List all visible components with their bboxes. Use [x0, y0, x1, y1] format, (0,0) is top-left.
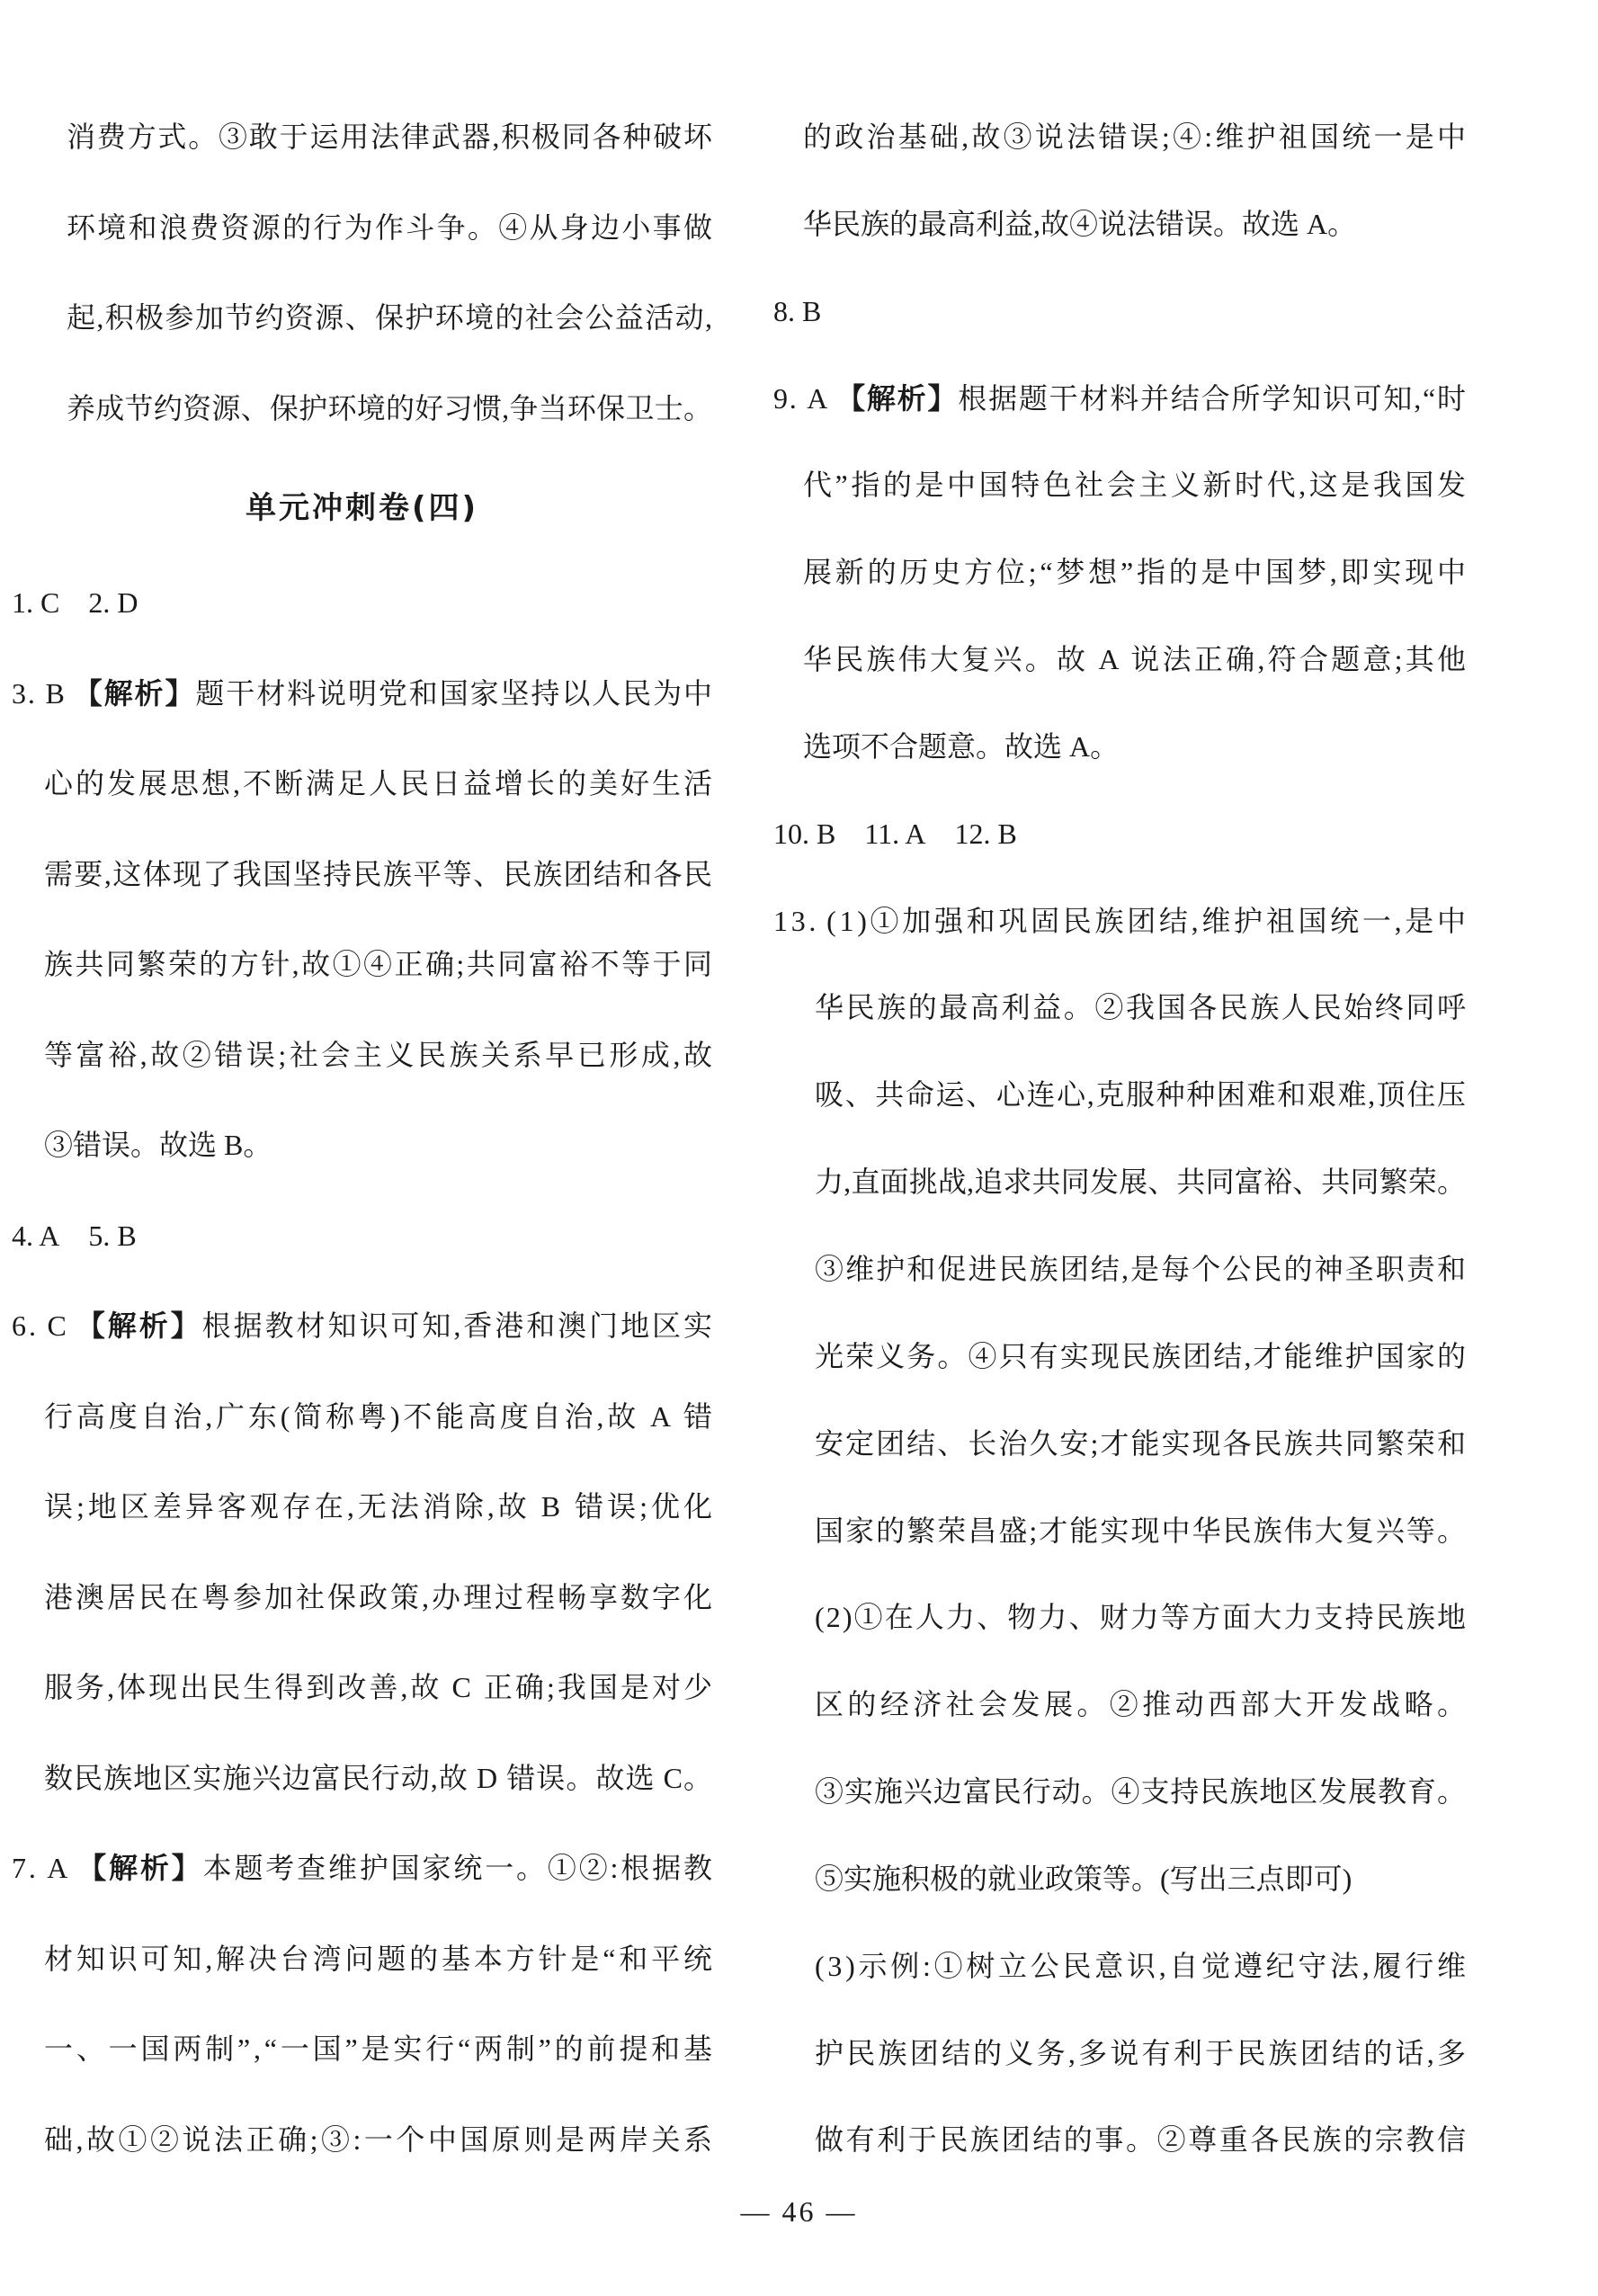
answer-part-3	[0, 1923, 1475, 2184]
answer-text-line: 吸、共命运、心连心,克服种种困难和艰难,顶住压	[815, 1078, 1468, 1112]
text-line	[773, 355, 1466, 442]
answer-text-line: 根据题干材料并结合所学知识可知,“时	[958, 381, 1468, 415]
answer-text-line: 误;地区差异客观存在,无法消除,故 B 错误;优化	[44, 1490, 716, 1523]
short-answer: 1. C	[12, 586, 60, 619]
answer-text-line: 养成节约资源、保护环境的好习惯,争当环保卫士。	[67, 391, 713, 424]
answer-text-line: 心的发展思想,不断满足人民日益增长的美好生活	[44, 767, 715, 800]
answer-text-line: ③维护和促进民族团结,是每个公民的神圣职责和	[815, 1252, 1469, 1285]
short-answer: 12. B	[954, 817, 1017, 850]
text-line	[815, 964, 1469, 1051]
text-line	[803, 616, 1469, 703]
text-line	[815, 1139, 1466, 1226]
answer-text-line: ⑤实施积极的就业政策等。(写出三点即可)	[815, 1862, 1352, 1895]
text-line	[803, 181, 1466, 268]
answer-text-line: ③错误。故选 B。	[44, 1129, 272, 1161]
answer-text-line: 护民族团结的义务,多说有利于民族团结的话,多	[815, 2036, 1469, 2069]
question-number: 9.	[773, 381, 799, 415]
short-answer: 11. A	[864, 817, 926, 850]
answer-text-line: 础,故①②说法正确;③:一个中国原则是两岸关系	[44, 2122, 716, 2156]
answer-text-line: 起,积极参加节约资源、保护环境的社会公益活动,	[67, 301, 714, 334]
answer-text-line: 的政治基础,故③说法错误;④:维护祖国统一是中	[803, 121, 1469, 153]
answer-text-line: 做有利于民族团结的事。②尊重各民族的宗教信	[815, 2123, 1469, 2157]
question-number: 3.	[12, 676, 37, 710]
answer-text-line: 展新的历史方位;“梦想”指的是中国梦,即实现中	[803, 556, 1469, 589]
answer-text-line: 一、一国两制”,“一国”是实行“两制”的前提和基	[44, 2032, 716, 2065]
short-answer: 2. D	[88, 586, 138, 619]
answer-item-13	[0, 878, 1475, 2184]
answer-text-line: 族共同繁荣的方针,故①④正确;共同富裕不等于同	[44, 948, 715, 980]
answer-head-line	[773, 355, 1468, 442]
section-title: 单元冲刺卷(四)	[245, 490, 479, 526]
answer-text-line: 根据教材知识可知,香港和澳门地区实	[201, 1309, 715, 1342]
text-line	[803, 703, 1466, 791]
question-number: 13.	[773, 904, 820, 937]
answer-text-line: 华民族伟大复兴。故 A 说法正确,符合题意;其他	[803, 643, 1469, 676]
text-line	[803, 94, 1469, 181]
answer-item-9	[0, 355, 1475, 791]
answer-text-line: 代”指的是中国特色社会主义新时代,这是我国发	[803, 469, 1469, 502]
short-answer: 4. A	[12, 1219, 60, 1252]
answer-row	[773, 268, 821, 355]
text-line	[815, 1400, 1469, 1487]
answer-text-line: 华民族的最高利益,故④说法错误。故选 A。	[803, 207, 1357, 240]
answer-text-line: (2)①在人力、物力、财力等方面大力支持民族地	[815, 1601, 1469, 1634]
answer-choice: A	[47, 1852, 71, 1884]
answer-text-line: 服务,体现出民生得到改善,故 C 正确;我国是对少	[44, 1671, 716, 1703]
answer-text-line: ③实施兴边富民行动。④支持民族地区发展教育。	[815, 1775, 1467, 1809]
analysis-label: 【解析】	[836, 380, 959, 415]
answer-text-line: 港澳居民在粤参加社保政策,办理过程畅享数字化	[44, 1580, 715, 1613]
answer-text-line: 行高度自治,广东(简称粤)不能高度自治,故 A 错	[44, 1399, 716, 1433]
answer-row-8	[0, 268, 1475, 355]
text-line	[773, 878, 1469, 965]
question-number: 6.	[12, 1309, 39, 1342]
answer-text-line: 华民族的最高利益。②我国各民族人民始终同呼	[815, 991, 1469, 1024]
short-answer: 5. B	[88, 1219, 137, 1252]
answer-text-line: (1)①加强和巩固民族团结,维护祖国统一,是中	[826, 904, 1469, 937]
text-line	[815, 1748, 1466, 1836]
answer-text-line: 安定团结、长治久安;才能实现各民族共同繁荣和	[815, 1426, 1469, 1460]
text-line	[815, 1313, 1469, 1400]
analysis-label: 【解析】	[76, 1309, 202, 1343]
text-line	[815, 1487, 1469, 1575]
text-line	[815, 1574, 1469, 1661]
text-line	[815, 1661, 1470, 1748]
answer-row	[773, 791, 1017, 878]
text-line	[815, 1836, 1466, 1923]
question-number: 7.	[12, 1852, 39, 1884]
text-line	[803, 442, 1469, 529]
answer-text-line: 消费方式。③敢于运用法律武器,积极同各种破坏	[67, 121, 714, 153]
answer-choice: A	[807, 381, 830, 415]
continued-answer-text	[0, 94, 1475, 268]
answer-text-line: 题干材料说明党和国家坚持以人民为中	[195, 676, 714, 710]
text-line	[815, 1051, 1466, 1139]
text-line	[815, 1226, 1469, 1313]
answer-text-line: 区的经济社会发展。②推动西部大开发战略。	[815, 1688, 1470, 1721]
answer-choice: B	[45, 676, 67, 710]
answer-text-line: 本题考查维护国家统一。①②:根据教	[202, 1852, 715, 1884]
text-line	[773, 791, 1466, 878]
page-number: — 46 —	[740, 2195, 858, 2228]
answer-text-line: 选项不合题意。故选 A。	[803, 729, 1120, 763]
answer-text-line: 数民族地区实施兴边富民行动,故 D 错误。故选 C。	[44, 1761, 714, 1794]
answer-head-line	[773, 878, 1469, 965]
answer-part-2	[0, 1574, 1475, 1922]
text-line	[815, 1923, 1469, 2010]
short-answer: 8. B	[773, 294, 822, 327]
answer-text-line: (3)示例:①树立公民意识,自觉遵纪守法,履行维	[815, 1949, 1469, 1982]
analysis-label: 【解析】	[73, 675, 196, 710]
answer-text-line: 环境和浪费资源的行为作斗争。④从身边小事做	[67, 210, 715, 244]
answer-text-line: 材知识可知,解决台湾问题的基本方针是“和平统	[44, 1942, 716, 1975]
answer-text-line: 等富裕,故②错误;社会主义民族关系早已形成,故	[44, 1038, 716, 1071]
answer-text-line: 需要,这体现了我国坚持民族平等、民族团结和各民	[44, 857, 714, 890]
right-column	[0, 94, 1475, 2184]
text-line	[803, 529, 1469, 616]
answer-part-1	[0, 878, 1475, 1575]
text-line	[815, 2096, 1469, 2184]
answer-choice: C	[47, 1309, 69, 1342]
text-line	[773, 268, 1466, 355]
answer-text-line: 国家的繁荣昌盛;才能实现中华民族伟大复兴等。	[815, 1514, 1469, 1547]
short-answer: 10. B	[773, 817, 836, 850]
answer-row-10-12	[0, 791, 1475, 878]
text-line	[815, 2010, 1469, 2097]
analysis-label: 【解析】	[77, 1851, 203, 1885]
answer-text-line: 光荣义务。④只有实现民族团结,才能维护国家的	[815, 1339, 1469, 1372]
answer-text-line: 力,直面挑战,追求共同发展、共同富裕、共同繁荣。	[815, 1166, 1467, 1199]
